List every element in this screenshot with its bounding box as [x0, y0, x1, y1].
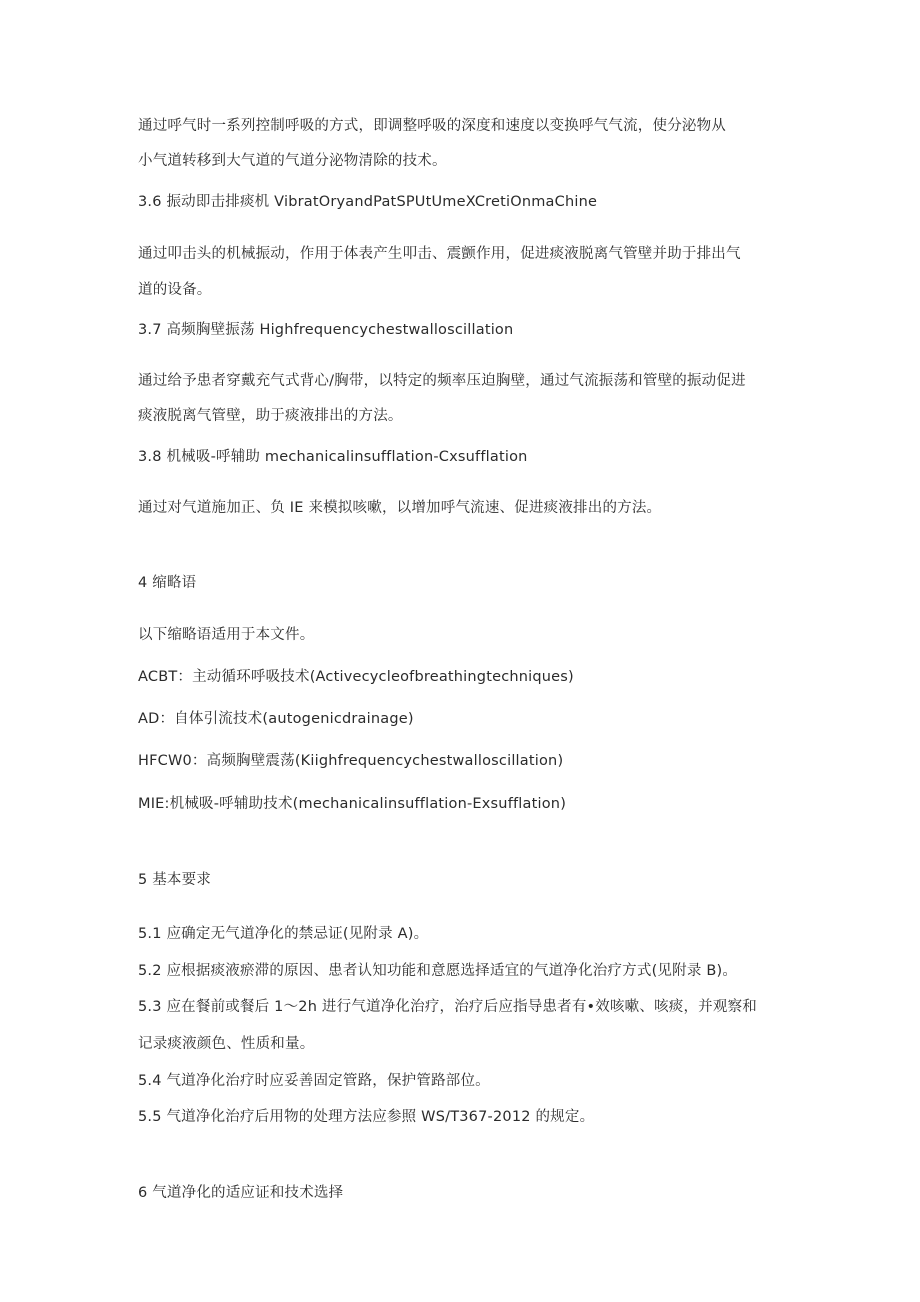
section-heading-6: 6 气道净化的适应证和技术选择 — [138, 1185, 344, 1201]
abbreviation-ad: AD：自体引流技术(autogenicdrainage) — [138, 711, 414, 727]
section-heading-5: 5 基本要求 — [138, 872, 212, 888]
requirement-5-3: 5.3 应在餐前或餐后 1～2h 进行气道净化治疗，治疗后应指导患者有•效咳嗽、咳痰，并观察和 — [138, 999, 757, 1015]
requirement-5-1: 5.1 应确定无气道净化的禁忌证(见附录 A)。 — [138, 926, 429, 942]
abbreviation-acbt: ACBT：主动循环呼吸技术(Activecycleofbreathingtechniques) — [138, 669, 574, 685]
paragraph-line: 通过对气道施加正、负 IE 来模拟咳嗽，以增加呼气流速、促进痰液排出的方法。 — [138, 500, 662, 516]
paragraph-line: 以下缩略语适用于本文件。 — [138, 627, 315, 643]
paragraph-line: 道的设备。 — [138, 282, 212, 298]
section-heading-4: 4 缩略语 — [138, 575, 197, 591]
requirement-5-5: 5.5 气道净化治疗后用物的处理方法应参照 WS/T367-2012 的规定。 — [138, 1109, 595, 1125]
requirement-5-2: 5.2 应根据痰液瘀滞的原因、患者认知功能和意愿选择适宜的气道净化治疗方式(见附录 B)。 — [138, 963, 738, 979]
paragraph-line: 通过呼气时一系列控制呼吸的方式，即调整呼吸的深度和速度以变换呼气气流，使分泌物从 — [138, 118, 726, 134]
paragraph-line: 记录痰液颜色、性质和量。 — [138, 1036, 315, 1052]
abbreviation-hfcwo: HFCW0：高频胸壁震荡(Kiighfrequencychestwalloscillation) — [138, 753, 564, 769]
paragraph-line: 通过叩击头的机械振动，作用于体表产生叩击、震颤作用，促进痰液脱离气管壁并助于排出气 — [138, 246, 741, 262]
section-heading-3-7: 3.7 高频胸壁振荡 Highfrequencychestwalloscillation — [138, 322, 514, 338]
paragraph-line: 通过给予患者穿戴充气式背心/胸带，以特定的频率压迫胸壁，通过气流振荡和管壁的振动促进 — [138, 373, 746, 389]
section-heading-3-6: 3.6 振动即击排痰机 VibratOryandPatSPUtUmeXCretiOnmaChine — [138, 194, 598, 210]
paragraph-line: 痰液脱离气管壁，助于痰液排出的方法。 — [138, 408, 403, 424]
paragraph-line: 小气道转移到大气道的气道分泌物清除的技术。 — [138, 153, 447, 169]
section-heading-3-8: 3.8 机械吸-呼辅助 mechanicalinsufflation-Cxsufflation — [138, 449, 528, 465]
abbreviation-mie: MIE:机械吸-呼辅助技术(mechanicalinsufflation-Exsufflation) — [138, 796, 567, 812]
requirement-5-4: 5.4 气道净化治疗时应妥善固定管路，保护管路部位。 — [138, 1073, 490, 1089]
